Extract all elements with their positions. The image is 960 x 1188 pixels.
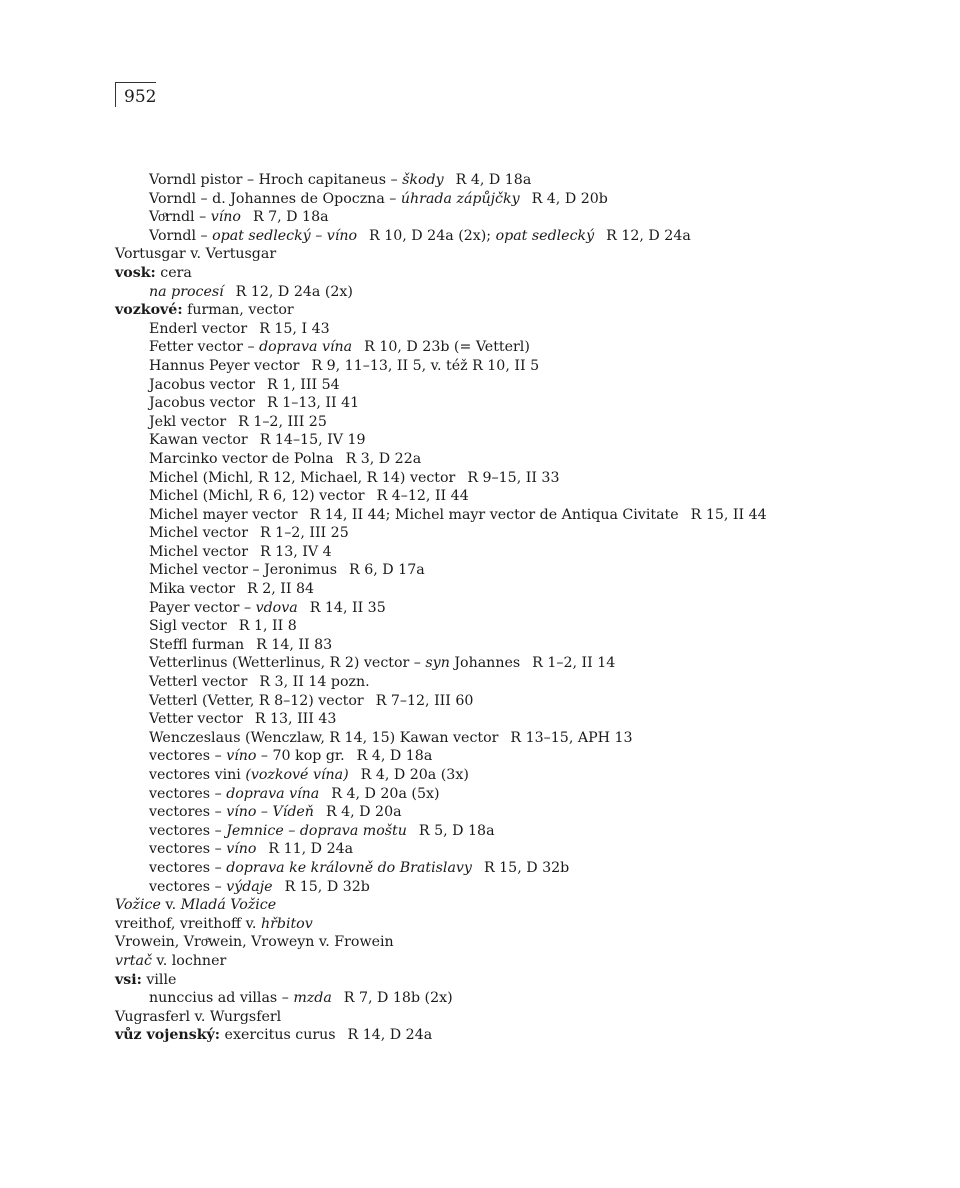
index-subentry: Michel vector R 13, IV 4: [149, 543, 332, 560]
index-entry: vozkové: furman, vector: [115, 302, 294, 319]
index-subentry: Michel mayer vector R 14, II 44; Michel mayr vector de Antiqua Civitate R 15, II 44: [149, 506, 767, 523]
index-subentry: Michel vector R 1–2, III 25: [149, 525, 349, 542]
index-subentry: Jacobus vector R 1, III 54: [149, 376, 340, 393]
index-subentry: vectores – víno R 11, D 24a: [149, 841, 354, 858]
index-subentry: Vetter vector R 13, III 43: [149, 711, 337, 728]
index-subentry: Michel vector – Jeronimus R 6, D 17a: [149, 562, 425, 579]
index-subentry: Mika vector R 2, II 84: [149, 581, 315, 598]
index-subentry: Kawan vector R 14–15, IV 19: [149, 432, 366, 449]
index-subentry: vectores vini (vozkové vína) R 4, D 20a (3x): [149, 767, 469, 783]
index-subentry: Vetterl vector R 3, II 14 pozn.: [149, 674, 370, 691]
index-subentry: Vorndl – opat sedlecký – víno R 10, D 24a (2x); opat sedlecký R 12, D 24a: [149, 227, 691, 244]
index-entry: vosk: cera: [115, 264, 192, 281]
index-subentry: vectores – výdaje R 15, D 32b: [149, 878, 370, 895]
index-subentry: vectores – víno – 70 kop gr. R 4, D 18a: [149, 748, 433, 765]
index-entries: [115, 171, 935, 1045]
index-subentry: vectores – doprava vína R 4, D 20a (5x): [149, 785, 440, 802]
index-subentry: Enderl vector R 15, I 43: [149, 320, 330, 337]
index-entry: Vožice v. Mladá Vožice: [115, 897, 277, 914]
index-entry: Vrowein, Vroͤwein, Vroweyn v. Frowein: [115, 934, 394, 951]
index-subentry: Michel (Michl, R 6, 12) vector R 4–12, II 44: [149, 488, 469, 505]
index-entry: vreithof, vreithoff v. hřbitov: [115, 915, 313, 932]
index-subentry: Sigl vector R 1, II 8: [149, 618, 297, 635]
index-subentry: Voͦrndl – víno R 7, D 18a: [149, 209, 329, 226]
index-subentry: Vorndl pistor – Hroch capitaneus – škody R 4, D 18a: [149, 172, 532, 188]
index-subentry: Wenczeslaus (Wenczlaw, R 14, 15) Kawan vector R 13–15, APH 13: [149, 729, 633, 746]
index-subentry: Steffl furman R 14, II 83: [149, 636, 333, 653]
index-subentry: vectores – doprava ke královně do Bratislavy R 15, D 32b: [149, 859, 570, 876]
index-subentry: Marcinko vector de Polna R 3, D 22a: [149, 450, 422, 467]
index-entry: Vugrasferl v. Wurgsferl: [115, 1008, 282, 1025]
index-subentry: Jacobus vector R 1–13, II 41: [149, 395, 360, 412]
index-subentry: Hannus Peyer vector R 9, 11–13, II 5, v. též R 10, II 5: [149, 357, 540, 374]
index-subentry: Michel (Michl, R 12, Michael, R 14) vector R 9–15, II 33: [149, 469, 560, 486]
index-subentry: Vorndl – d. Johannes de Opoczna – úhrada zápůjčky R 4, D 20b: [149, 190, 608, 207]
index-subentry: nunccius ad villas – mzda R 7, D 18b (2x): [149, 990, 453, 1007]
index-subentry: na procesí R 12, D 24a (2x): [149, 283, 353, 300]
index-entry: Vortusgar v. Vertusgar: [115, 246, 277, 263]
index-subentry: Payer vector – vdova R 14, II 35: [149, 599, 386, 616]
index-subentry: Fetter vector – doprava vína R 10, D 23b (= Vetterl): [149, 339, 530, 356]
index-subentry: vectores – víno – Vídeň R 4, D 20a: [149, 804, 402, 821]
index-entry: vrtač v. lochner: [115, 952, 227, 969]
index-entry: vsi: ville: [115, 971, 177, 988]
index-subentry: Vetterlinus (Wetterlinus, R 2) vector – syn Johannes R 1–2, II 14: [149, 655, 616, 672]
page-number: 952: [115, 82, 156, 107]
index-entry: vůz vojenský: exercitus curus R 14, D 24a: [115, 1027, 433, 1044]
index-subentry: Vetterl (Vetter, R 8–12) vector R 7–12, III 60: [149, 692, 474, 709]
index-subentry: vectores – Jemnice – doprava moštu R 5, D 18a: [149, 822, 495, 839]
index-subentry: Jekl vector R 1–2, III 25: [149, 413, 327, 430]
